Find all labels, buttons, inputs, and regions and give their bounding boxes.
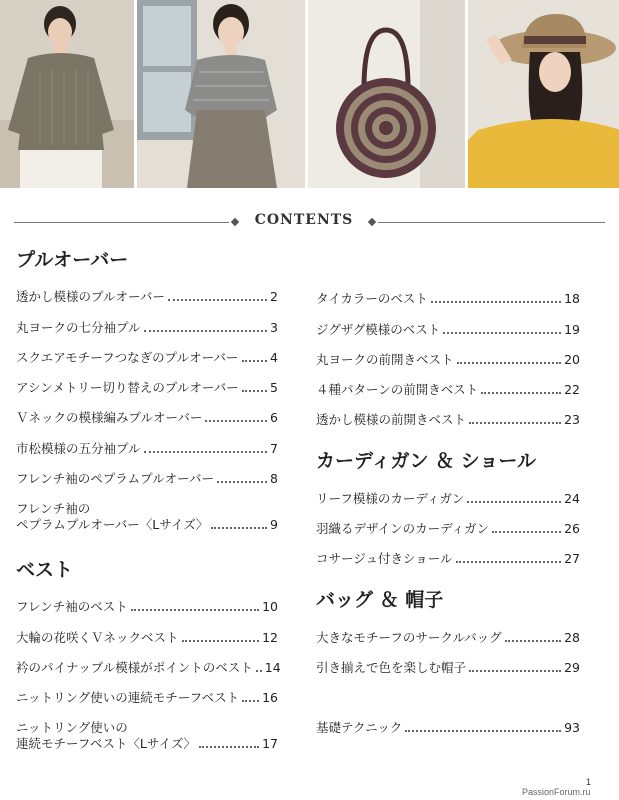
toc-entry-title-line2: 連続モチーフベスト〈Lサイズ〉 (16, 736, 196, 752)
toc-entry-title: 丸ヨークの前開きベスト (316, 351, 454, 367)
toc-entry-page: 7 (270, 440, 278, 456)
dot-leader (199, 746, 259, 748)
toc-entry[interactable] (316, 338, 580, 368)
toc-entry-title: コサージュ付きショール (316, 551, 453, 567)
dot-leader (242, 360, 268, 362)
diamond-ornament-left (231, 218, 239, 226)
toc-entry-page: 10 (262, 599, 278, 615)
toc-entry-title-line1: フレンチ袖の (16, 501, 91, 517)
toc-entry-title: 丸ヨークの七分袖プル (16, 319, 141, 335)
toc-entry-page: 19 (564, 321, 580, 337)
contents-title: CONTENTS (254, 212, 354, 228)
toc-entry-page: 22 (564, 382, 580, 398)
toc-entry-page: 24 (564, 490, 580, 506)
toc-entry-page: 16 (262, 690, 278, 706)
toc-entry[interactable] (16, 585, 278, 615)
toc-entry-page: 4 (270, 349, 278, 365)
toc-entry-page: 3 (270, 319, 278, 335)
toc-entry[interactable] (16, 487, 278, 533)
section-title-cardigan-shawl: カーディガン ＆ ショール (316, 450, 536, 473)
dot-leader (481, 392, 561, 394)
toc-entry-title: 羽織るデザインのカーディガン (316, 521, 490, 537)
toc-entry-page: 9 (270, 517, 278, 533)
dot-leader (168, 299, 267, 301)
toc-entry-title-line1: ニットリング使いの (16, 720, 128, 736)
toc-entry-title: アシンメトリー切り替えのプルオーバー (16, 380, 239, 396)
toc-entry-title: フレンチ袖のペプラムプルオーバー (16, 471, 214, 487)
dot-leader (405, 730, 561, 732)
toc-entry-page: 14 (264, 659, 281, 675)
toc-entry-page: 27 (564, 551, 580, 567)
toc-entry-title: 基礎テクニック (316, 720, 403, 736)
toc-entry-title: ニットリング使いの連続モチーフベスト (16, 690, 240, 706)
photo-round-bag (308, 0, 465, 188)
toc-entry[interactable] (316, 476, 580, 506)
toc-entry-page: 6 (270, 410, 278, 426)
toc-entry[interactable] (316, 368, 580, 398)
toc-entry-title: 市松模様の五分袖プル (16, 440, 141, 456)
divider-line-left (14, 222, 229, 223)
dot-leader (131, 609, 259, 611)
section-title-pullover: プルオーバー (16, 249, 129, 271)
dot-leader (505, 640, 561, 642)
toc-entry-page: 28 (564, 629, 580, 645)
toc-entry-page: 2 (270, 289, 278, 305)
toc-entry[interactable] (316, 646, 580, 676)
photo-knit-pullover (0, 0, 134, 188)
toc-entry[interactable] (316, 398, 580, 428)
dot-leader (467, 501, 561, 503)
toc-entry[interactable] (16, 396, 278, 426)
toc-entry-page: 20 (564, 351, 580, 367)
toc-entry[interactable] (16, 426, 278, 456)
photo-strip (0, 0, 619, 188)
toc-entry[interactable] (316, 615, 580, 645)
toc-entry[interactable] (16, 336, 278, 366)
toc-entry[interactable] (316, 307, 580, 337)
watermark: PassionForum.ru (522, 787, 591, 797)
dot-leader (211, 527, 267, 529)
toc-entry[interactable] (16, 706, 278, 752)
toc-entry-technique[interactable] (316, 706, 580, 736)
toc-entry[interactable] (316, 277, 580, 307)
divider-line-right (378, 222, 605, 223)
toc-entry-title: Ｖネックの模様編みプルオーバー (16, 410, 203, 426)
toc-entry-page: 93 (564, 720, 580, 736)
toc-entry-title: 透かし模様のプルオーバー (16, 289, 165, 305)
toc-entry[interactable] (16, 366, 278, 396)
section-title-bag-hat: バッグ ＆ 帽子 (316, 589, 444, 612)
dot-leader (144, 451, 268, 453)
toc-entry-page: 18 (564, 291, 580, 307)
toc-entry-title: 大輪の花咲くＶネックベスト (16, 629, 179, 645)
toc-entry-page: 5 (270, 380, 278, 396)
photo-lace-poncho (137, 0, 304, 188)
toc-entry[interactable] (16, 615, 278, 645)
toc-right-column (316, 277, 580, 736)
toc-entry[interactable] (316, 507, 580, 537)
toc-entry-page: 17 (262, 736, 278, 752)
toc-entry[interactable] (16, 305, 278, 335)
toc-entry-page: 29 (564, 659, 580, 675)
dot-leader (456, 561, 562, 563)
contents-header (0, 212, 619, 232)
page-number: 1 (586, 777, 592, 787)
dot-leader (443, 332, 561, 334)
toc-entry[interactable] (16, 275, 278, 305)
toc-entry-title: フレンチ袖のベスト (16, 599, 128, 615)
toc-entry-title: 大きなモチーフのサークルバッグ (316, 629, 502, 645)
dot-leader (182, 640, 260, 642)
toc-left-column (16, 245, 281, 752)
dot-leader (242, 700, 259, 702)
toc-entry-title: 透かし模様の前開きベスト (316, 412, 467, 428)
toc-entry[interactable] (16, 646, 281, 676)
toc-entry-title: タイカラーのベスト (316, 291, 428, 307)
photo-straw-hat (468, 0, 619, 188)
toc-entry-title: 衿のパイナップル模様がポイントのベスト (16, 659, 253, 675)
toc-entry[interactable] (16, 457, 278, 487)
dot-leader (256, 670, 262, 672)
dot-leader (205, 420, 267, 422)
diamond-ornament-right (368, 218, 376, 226)
dot-leader (144, 330, 268, 332)
section-title-vest: ベスト (16, 559, 74, 582)
dot-leader (492, 531, 561, 533)
toc-entry-title: ジグザグ模様のベスト (316, 321, 441, 337)
dot-leader (457, 362, 562, 364)
toc-entry-title: スクエアモチーフつなぎのプルオーバー (16, 349, 239, 365)
dot-leader (242, 390, 267, 392)
toc-entry[interactable] (316, 537, 580, 567)
dot-leader (431, 301, 561, 303)
dot-leader (469, 670, 561, 672)
toc-entry-page: 8 (270, 471, 278, 487)
dot-leader (217, 481, 267, 483)
toc-entry-title-line2: ペプラムプルオーバー〈Lサイズ〉 (16, 517, 209, 533)
toc-entry-page: 12 (262, 629, 278, 645)
toc-entry-title: 引き揃えで色を楽しむ帽子 (316, 659, 467, 675)
toc-entry-page: 26 (564, 521, 580, 537)
toc-entry-title: リーフ模様のカーディガン (316, 490, 465, 506)
toc-entry-page: 23 (564, 412, 580, 428)
toc-entry-title: ４種パターンの前開きベスト (316, 382, 479, 398)
dot-leader (469, 422, 561, 424)
toc-entry[interactable] (16, 676, 278, 706)
